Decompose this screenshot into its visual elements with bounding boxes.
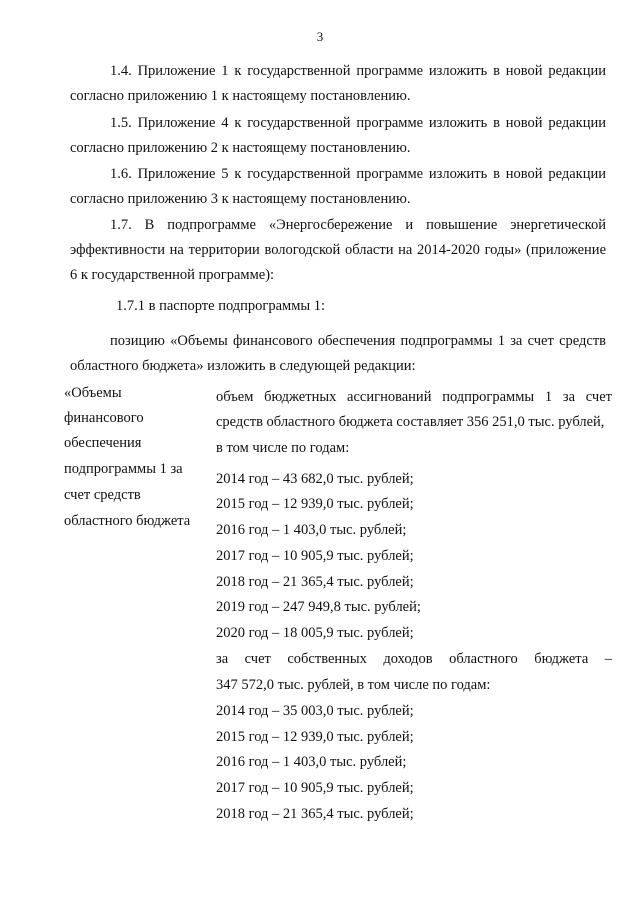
- table-right-intro-line-2: средств областного бюджета составляет 356 251,0 тыс. рублей,: [216, 414, 605, 430]
- year-amount-line: 2016 год – 1 403,0 тыс. рублей;: [216, 754, 407, 770]
- year-amount-line: 2015 год – 12 939,0 тыс. рублей;: [216, 729, 414, 745]
- year-amount-line: 2019 год – 247 949,8 тыс. рублей;: [216, 599, 421, 615]
- table-right-intro-line-3: в том числе по годам:: [216, 440, 350, 456]
- paragraph-1-6-line-2: согласно приложению 3 к настоящему постановлению.: [70, 191, 411, 207]
- paragraph-1-6-line-1: 1.6. Приложение 5 к государственной программе изложить в новой редакции: [110, 166, 606, 182]
- table-left-line: обеспечения: [64, 435, 142, 451]
- page-number: 3: [316, 29, 324, 44]
- table-left-line: «Объемы: [64, 385, 122, 401]
- paragraph-1-4-line-2: согласно приложению 1 к настоящему постановлению.: [70, 88, 411, 104]
- year-amount-line: 2018 год – 21 365,4 тыс. рублей;: [216, 574, 414, 590]
- year-amount-line: 2015 год – 12 939,0 тыс. рублей;: [216, 496, 414, 512]
- paragraph-1-4-line-1: 1.4. Приложение 1 к государственной программе изложить в новой редакции: [110, 63, 606, 79]
- position-paragraph-line-2: областного бюджета» изложить в следующей редакции:: [70, 358, 416, 374]
- paragraph-1-5-line-2: согласно приложению 2 к настоящему постановлению.: [70, 140, 411, 156]
- year-amount-line: 2017 год – 10 905,9 тыс. рублей;: [216, 780, 414, 796]
- paragraph-1-7-line-2: эффективности на территории вологодской области на 2014-2020 годы» (приложение: [70, 242, 606, 258]
- table-left-line: подпрограммы 1 за: [64, 461, 183, 477]
- year-amount-line: 2017 год – 10 905,9 тыс. рублей;: [216, 548, 414, 564]
- year-amount-line: 2014 год – 35 003,0 тыс. рублей;: [216, 703, 414, 719]
- paragraph-1-5-line-1: 1.5. Приложение 4 к государственной программе изложить в новой редакции: [110, 115, 606, 131]
- table-left-line: счет средств: [64, 487, 141, 503]
- year-amount-line: 2018 год – 21 365,4 тыс. рублей;: [216, 806, 414, 822]
- table-left-line: финансового: [64, 410, 144, 426]
- own-revenue-line-2: 347 572,0 тыс. рублей, в том числе по годам:: [216, 677, 491, 693]
- table-left-line: областного бюджета: [64, 513, 191, 529]
- paragraph-1-7-line-3: 6 к государственной программе):: [70, 267, 275, 283]
- position-paragraph-line-1: позицию «Объемы финансового обеспечения подпрограммы 1 за счет средств: [110, 333, 606, 349]
- own-revenue-line-1: за счет собственных доходов областного бюджета –: [216, 651, 612, 667]
- year-amount-line: 2016 год – 1 403,0 тыс. рублей;: [216, 522, 407, 538]
- paragraph-1-7-line-1: 1.7. В подпрограмме «Энергосбережение и повышение энергетической: [110, 217, 606, 233]
- year-amount-line: 2014 год – 43 682,0 тыс. рублей;: [216, 471, 414, 487]
- table-right-intro-line-1: объем бюджетных ассигнований подпрограммы 1 за счет: [216, 389, 612, 405]
- year-amount-line: 2020 год – 18 005,9 тыс. рублей;: [216, 625, 414, 641]
- paragraph-1-7-1: 1.7.1 в паспорте подпрограммы 1:: [116, 298, 326, 314]
